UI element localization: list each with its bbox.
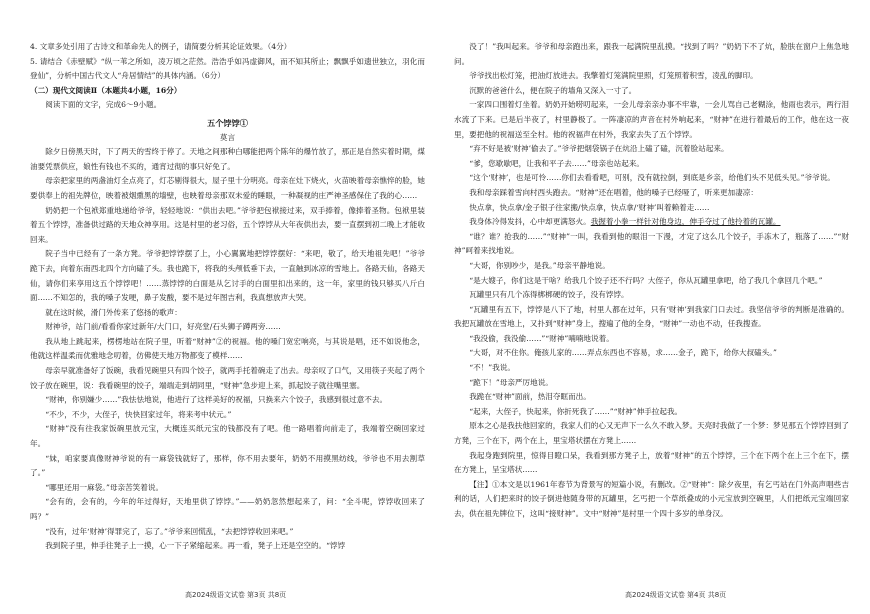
page-footer-left: 高2024级语文试卷 第3页 共8页 [185, 591, 287, 599]
story-author: 莫言 [219, 132, 236, 142]
story-paragraph: “爹，您歇歇吧，让我和平子去……”母亲也站起来。 [469, 158, 645, 168]
story-paragraph: “不！”我说。 [469, 363, 515, 373]
question-4: 4. 文章多处引用了古诗文和革命先人的例子，请简要分析其论证效果。（4分） [30, 42, 292, 51]
story-paragraph: “弃不好是被‘财神’偷去了。”爷爷把烟袋锅子在炕沿上磕了磕，沉着脸站起来。 [469, 144, 729, 154]
story-paragraph: “不少，不少，大侄子，快快回家过年，将来考中状元。” [45, 409, 232, 419]
story-paragraph: “没有，过年‘财神’得罪完了，忘了。”爷爷来回慌乱，“去把饽饽收回来吧。” [45, 526, 294, 536]
story-paragraph: 爷爷找出松灯笼，把油灯放进去。我擎着灯笼满院里照，灯笼照着积雪，凌乱的脚印。 [469, 71, 758, 81]
reading-instruction: 阅读下面的文字，完成6～9小题。 [45, 100, 162, 110]
section-heading: （二）现代文阅读Ⅱ（本题共4小题，16分） [30, 85, 182, 95]
story-title: 五个饽饽① [207, 117, 248, 128]
story-paragraph: “大哥，你别吵少，是我。”母亲平静地说。 [469, 260, 610, 270]
footnote: 【注】①本文是以1961年春节为背景写的短篇小说，有删改。②“财神”：除夕夜里，有乞丐站在门外高声唱些吉利的话，人们把来时的饺子倒进他随身带的瓦罐里，乞丐把一个草纸叠成的小元宝放到空碗里，人们把纸元宝端回家去，供在祖先牌位下，这叫“接财神”。文中“财神”是村里一个四十多岁的单身汉。 [454, 479, 849, 518]
story-paragraph: 瓦罐里只有几个冻得梆梆硬的饺子，没有饽饽。 [469, 290, 629, 300]
story-paragraph: 没了！”我叫起来。爷爷和母亲跑出来，跟我一起满院里乱摸。“找到了吗？”奶奶下不了炕，脸肤在窗户上焦急地问。 [454, 42, 849, 66]
story-paragraph: 原本之心是我扶他回家的，我家人们的心又无声下一么久不敢入梦。天亮时我做了一个梦：梦见那五个饽饽回到了方凳，三个在下，两个在上，里宝塔状摆在方凳上…… [454, 421, 849, 446]
story-paragraph: 一家四口围着灯坐着。奶奶开始唠叨起来，一会儿母亲亲办事不牢靠，一会儿骂自己老糊涂，他雨也表示，两行泪水流了下来。已是后半夜了，村里静极了。一阵凄凉的声音在村外响起来，“财神”在进行着最后的工作，他在这一夜里，要把他的祝福送至全村。他的祝福声在村外，我家去失了五个饽饽。 [454, 100, 849, 139]
story-paragraph: 院子当中已经有了一条方凳。爷爷把饽饽摆了上，小心翼翼地把饽饽摆好：“来吧，敬了，给天地祖先吧！”爷爷跪下去，向着东南西北四个方向磕了头。我也跪下，将我的头颅低垂下去，一直触到冰凉的雪地上。各路天仙，各路天仙，请你们来享用这五个饽饽吧！……蒸饽饽的白面是从乞讨手的白面里扣出来的，这一年，家里的钱只够买八斤白面……不知怎的，我的嗓子发哽，鼻子发酸，要不是过年图吉利，我真想放声大哭。 [30, 249, 425, 303]
story-paragraph: 我和母亲踩着雪向村西头跑去。“财神”还在唱着，他的嗓子已经哑了，听来更加凄凉： [469, 187, 758, 197]
left-column [30, 40, 425, 554]
left-paragraphs [30, 145, 425, 554]
story-paragraph: “会有的，会有的，今年的年过得好，天地里供了饽饽。”——奶奶忽然想起来了，问：“全斗呢，饽饽收回来了吗？” [30, 497, 425, 521]
story-paragraph: 母亲早就准备好了饭碗，我看见碗里只有四个饺子，就两手托着碗走了出去。母亲叹了口气，又用筷子夹起了两个饺子放在碗里，说：我看碗里的饺子，端端走到胡同里，“财神”急步迎上来，抓起饺子就往嘴里塞。 [30, 366, 425, 390]
story-paragraph: 母亲把家里的两盏油灯全点亮了，灯芯剔得很大，屋子里十分明亮。母亲在灶下烧火，火苗映着母亲憔悴的脸，她要供奉上的祖先牌位，映着被烟熏黑的墙壁，也映着母亲那双未爱的睡眼，一种凝视的庄严神圣感保住了我的心…… [30, 176, 425, 200]
story-paragraph: 我起身跑到院里，惊得目瞪口呆，我看到那方凳子上，放着“财神”的五个饽饽，三个在下两个在上三个在下，摆在方凳上，呈宝塔状…… [454, 450, 849, 475]
question-5: 5. 请结合《赤壁赋》“纵一苇之所如，凌万顷之茫然。浩浩乎如冯虚御风，而不知其所止；飘飘乎如遗世独立，羽化而登仙”，分析中国古代文人“舟居情结”的具体内涵。（6分） [30, 56, 425, 81]
story-paragraph: 我身体冷得发抖，心中却更满怒火。我握着小拳一样针对他身边，伸手夺过了他拎着的瓦罐。 [469, 217, 781, 227]
story-paragraph: 沉默的爸爸什么，便在院子的墙角又深入一寸了。 [469, 85, 637, 95]
story-paragraph: 快点拿，快点拿/金子银子往家搬/快点拿，快点拿/‘财神’叫着赖着走…… [469, 202, 710, 212]
story-paragraph: 就在这时候，滑门外传来了悠扬的歌声： [45, 307, 182, 317]
story-paragraph: 我到院子里，伸手往凳子上一摸，心一下子紧缩起来。再一看，凳子上还是空空的。“饽饽 [45, 541, 346, 551]
right-paragraphs [454, 40, 849, 478]
story-paragraph: “瓦罐里有五下，饽饽是八下了地，村里人都在过年，只有‘财神’到我家门口去过。我坚信爷爷的判断是准确的。我把瓦罐放在雪地上，又扑到“财神”身上，搜遍了他的全身，“财神”一动也不动，任我搜查。 [454, 304, 849, 329]
story-paragraph: 除夕日傍黑天时，下了两天的雪终于停了。天地之间那种白哪能把两个陈年的爆竹放了，那正是自然实着时期，煤油要凭票供应，娘性有钱也不买的，通宵过彻的事只好免了。 [30, 147, 425, 171]
story-paragraph: “起来，大侄子，快起来，你折死我了……”“财神”伸手拉起我。 [469, 406, 683, 416]
right-column [454, 40, 849, 522]
story-paragraph: “是大嫂子，你们这是干啥？给我几个饺子还不行吗？大侄子，你从瓦罐里拿吧，给了我几个拿回几个吧。” [469, 275, 823, 285]
story-paragraph: “哪里还用一麻袋。”母亲苦笑着说。 [45, 482, 164, 492]
story-paragraph: “跪下！”母亲严厉地说。 [469, 377, 553, 387]
story-paragraph: “我没偷，我没偷……”“财神”喃喃地说着。 [469, 333, 614, 343]
story-paragraph: “妹，咱家要真像财神爷说的有一麻袋钱就好了，那样，你不用去要年，奶奶不用摸黑纺线，爷爷也不用去割草了。” [30, 453, 425, 478]
story-paragraph: “谁？谁？抢我的……”“财神”一叫，我看到他的眼泪一下漫，才定了这么几个饺子，手冻木了，瓶落了……”“财神”呵着来找地说。 [454, 231, 849, 256]
story-paragraph: 我从地上跳起来，楞楞地站在院子里，听着“财神”②的祝福。他的嗓门宽宏响亮，与其说是唱，还不如说他念，他就这样温柔而优雅地念叨着，仿佛使天地万物都变了模样…… [30, 336, 425, 361]
story-paragraph: 奶奶把一个包袱郑重地递给爷爷，轻轻地说：“供出去吧。”爷爷把包袱接过来，双手捧着，像捧着圣物。包袱里装着五个饽饽，准备供过路的天地众神享用。这是村里的老习俗，五个饽饽从大年夜供出去，要一直摆到初二晚上才能收回来。 [30, 205, 425, 244]
story-paragraph: 财神爷，站门前/看看你家过新年/大门口，好亮堂/石头狮子蹲两旁…… [45, 322, 281, 332]
story-paragraph: 我跪在“财神”面前，热泪夺眶而出。 [469, 392, 591, 402]
story-paragraph: “财神，你别嫌少……”我怯怯地说，他进行了这样美好的祝福，只换来六个饺子，我感到很过意不去。 [45, 395, 388, 405]
page-footer-right: 高2024级语文试卷 第4页 共8页 [625, 591, 727, 599]
story-paragraph: “大哥，对不住你。俺孩儿家的……弄点东西也不容易，求……金子，跪下，给你大叔磕头。” [469, 348, 777, 358]
story-paragraph: “财神”没有往我家饭碗里放元宝，大概连买纸元宝的钱都没有了吧。他一路唱着向前走了，我端着空碗回家过年。 [30, 424, 425, 449]
story-paragraph: “这个‘财神’，也是可怜……你们去看看吧，可别，没有就拉倒，到底是乡亲，给他们头不见低头见。”爷爷说。 [469, 173, 835, 183]
